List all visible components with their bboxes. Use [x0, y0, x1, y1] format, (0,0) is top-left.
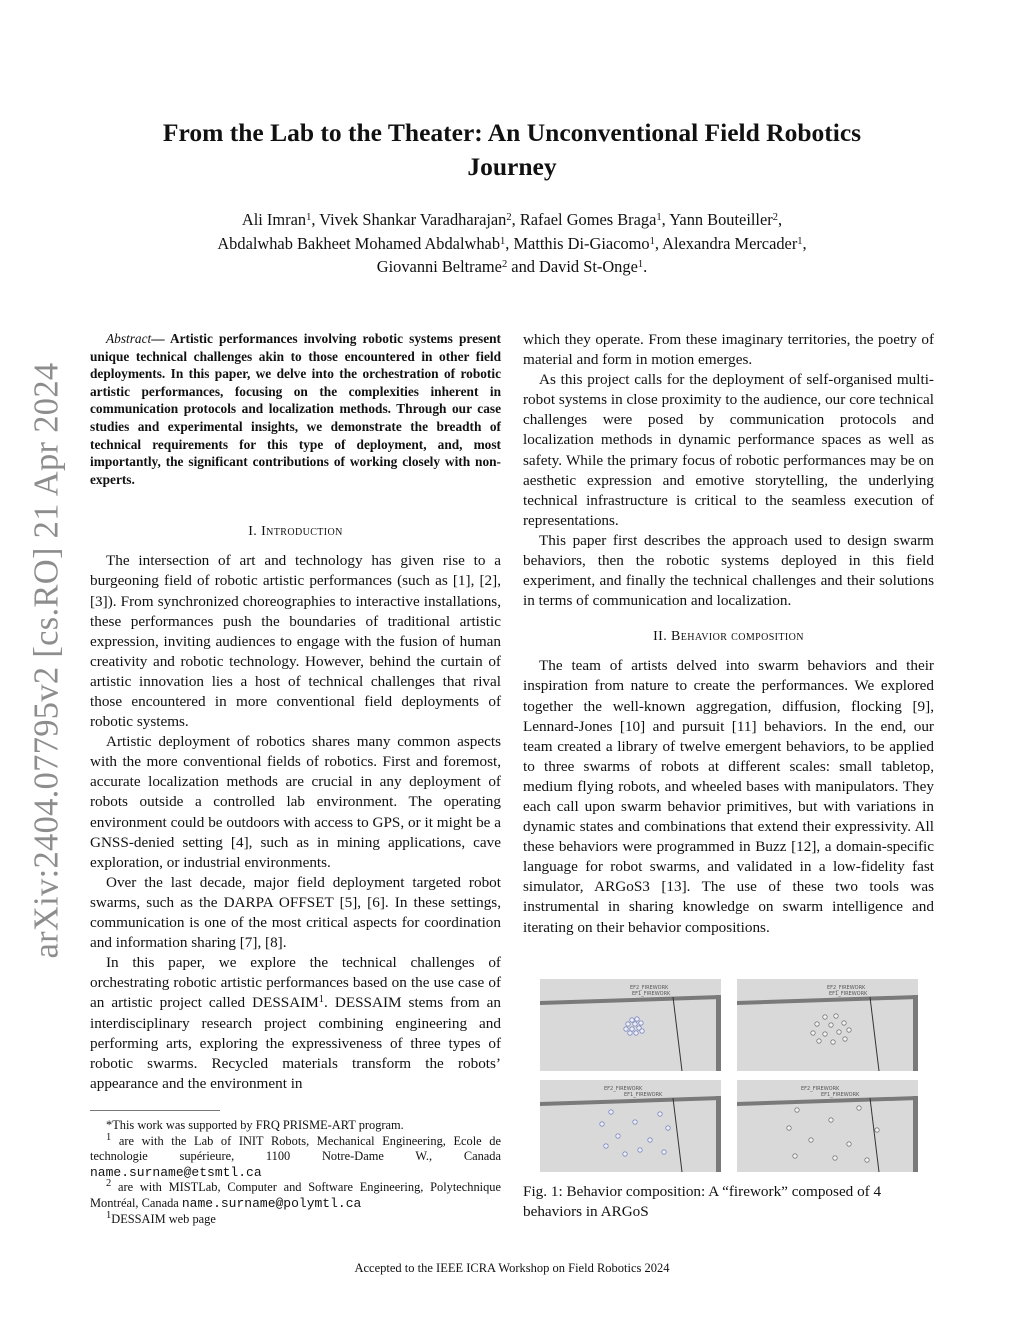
arxiv-id[interactable]: arXiv:2404.07795v2 [cs.RO] 21 Apr 2024 [27, 362, 66, 958]
intro-paragraph-6: As this project calls for the deployment of self-organised multi-robot systems in close proximity to the audience, our core technical challenges were posed by communication protocols and localization methods in dynamic performance spaces as well as safety. While the primary focus of robotic performances may be on aesthetic expression and emotive storytelling, the underlying technical infrastructure is critical to the seamless execution of representations. [523, 371, 934, 529]
author: Matthis Di-Giacomo [513, 233, 650, 253]
dessaim-web-page-link[interactable]: DESSAIM web page [111, 1211, 216, 1226]
section-heading-behavior: II. Behavior composition [653, 629, 804, 645]
footnote-ref-link[interactable]: 1 [318, 994, 325, 1006]
figure-caption: Fig. 1: Behavior composition: A “firework” composed of 4 behaviors in ARGoS [523, 1183, 882, 1221]
intro-paragraph-1: The intersection of art and technology has given rise to a burgeoning field of robotic artistic performances (such as [1], [2], [3]). From synchronized choreographies to interactive installations, these performances push the boundaries of traditional artistic expression, inviting audiences to engage with the fusion of human creativity and robotic technology. However, behind the curtain of artistic innovation lies a host of technical challenges that rival those encountered in more conventional field deployments of robotic systems. [90, 552, 501, 731]
arxiv-stamp [22, 350, 72, 970]
author-line-1: Ali Imran$^1$, Vivek Shankar Varadharajan$^2$, Rafael Gomes Braga$^1$, Yann Bouteiller$^2$, [241, 210, 783, 229]
footnote-divider [90, 1110, 220, 1111]
author-line-2: Abdalwhab Bakheet Mohamed Abdalwhab$^1$, Matthis Di-Giacomo$^1$, Alexandra Mercader$^1$, [217, 233, 807, 253]
title-line-2: Journey [467, 152, 557, 181]
figure-1 [540, 979, 920, 1174]
svg-text:EF1_FIREWORK: EF1_FIREWORK [632, 991, 671, 997]
section-heading-introduction: I. Introduction [248, 524, 343, 540]
svg-text:EF2_FIREWORK: EF2_FIREWORK [801, 1086, 840, 1092]
email-etsmtl[interactable]: name.surname@etsmtl.ca [90, 1164, 262, 1180]
author: Abdalwhab Bakheet Mohamed Abdalwhab [217, 233, 501, 253]
svg-text:EF1_FIREWORK: EF1_FIREWORK [821, 1092, 860, 1098]
author: Ali Imran [241, 210, 307, 229]
svg-text:EF1_FIREWORK: EF1_FIREWORK [624, 1092, 663, 1098]
footnote-affiliation-2: $^2$ are with MISTLab, Computer and Software Engineering, Polytechnique Montréal, Canada name.surname@polymtl.ca [90, 1178, 501, 1211]
title-line-1: From the Lab to the Theater: An Unconventional Field Robotics [162, 118, 862, 147]
author: Alexandra Mercader [662, 233, 798, 253]
footnote-funding: *This work was supported by FRQ PRISME-ART program. [106, 1118, 404, 1132]
author: Yann Bouteiller [669, 210, 773, 229]
footnote-web-page: $^1$DESSAIM web page [106, 1209, 216, 1226]
argos-panel-4 [737, 1080, 918, 1172]
abstract-label: Abstract [106, 331, 152, 346]
intro-paragraph-4: In this paper, we explore the technical challenges of orchestrating robotic artistic performances based on the use case of an artistic project called DESSAIM$^1$. DESSAIM stems from an interdisciplinary research project combining engineering and performing arts, exploring the expressiveness of three types of robotic swarms. Recycled materials transform the robots’ appearance and the environment in [90, 954, 501, 1092]
svg-text:EF2_FIREWORK: EF2_FIREWORK [630, 985, 669, 991]
page-footer: Accepted to the IEEE ICRA Workshop on Field Robotics 2024 [354, 1261, 670, 1275]
intro-paragraph-5: which they operate. From these imaginary territories, the poetry of material and form in motion emerges. [523, 331, 934, 369]
intro-paragraph-7: This paper first describes the approach used to design swarm behaviors, then the robotic systems deployed in this field experiment, and finally the technical challenges and their solutions in terms of communication and localization. [523, 531, 934, 610]
author-list [110, 208, 914, 279]
svg-text:EF2_FIREWORK: EF2_FIREWORK [827, 985, 866, 991]
svg-text:EF1_FIREWORK: EF1_FIREWORK [829, 991, 868, 997]
behavior-paragraph: The team of artists delved into swarm behaviors and their inspiration from nature to create the performances. We explored together the well-known aggregation, diffusion, flocking [9], Lennard-Jones [10] and pursuit [11] behaviors. In the end, our team created a library of twelve emergent behaviors, to be applied to three swarms of robots at different scales: small tabletop, medium flying robots, and wheeled bases with manipulators. They each call upon swarm behavior primitives, but with variations in dynamic states and combinations that extend their expressivity. All these behaviors were programmed in Buzz [12], a domain-specific language for robot swarms, and validated in a low-fidelity fast simulator, ARGoS3 [13]. The use of these two tools was instrumental in sharing knowledge on swarm intelligence and iterating on their behavior compositions. [523, 657, 934, 936]
argos-panel-2 [737, 979, 918, 1071]
footnotes [90, 1118, 501, 1227]
author: Rafael Gomes Braga [519, 210, 657, 229]
footnote-affiliation-1: $^1$ are with the Lab of INIT Robots, Mechanical Engineering, Ecole de technologie supérieure, 1100 Notre-Dame W., Canada name.surname@etsmtl.ca [90, 1131, 501, 1180]
abstract [90, 330, 501, 488]
svg-text:EF2_FIREWORK: EF2_FIREWORK [604, 1086, 643, 1092]
author-line-3: Giovanni Beltrame$^2$ and David St-Onge$^1$. [376, 257, 648, 276]
author: Giovanni Beltrame [376, 257, 502, 276]
left-column [90, 330, 501, 1094]
right-column [523, 330, 934, 938]
intro-paragraph-2: Artistic deployment of robotics shares many common aspects with the more conventional fields of robotics. First and foremost, accurate localization methods are crucial in any deployment of robots outside a controlled lab environment. The operating environment could be outdoors with access to GPS, or it might be a GNSS-denied setting [4], such as in mining applications, cave exploration, or industrial environments. [90, 733, 501, 871]
paper-title [110, 116, 914, 184]
author: Vivek Shankar Varadharajan [319, 210, 507, 229]
argos-panel-3 [540, 1080, 721, 1172]
intro-paragraph-3: Over the last decade, major field deployment targeted robot swarms, such as the DARPA OFFSET [5], [6]. In these settings, communication is one of the most critical aspects for coordination and information sharing [7], [8]. [90, 873, 501, 952]
author: and David St-Onge [511, 257, 638, 276]
argos-panel-1 [540, 979, 721, 1071]
email-polymtl[interactable]: name.surname@polymtl.ca [181, 1195, 362, 1211]
abstract-text: — Artistic performances involving robotic systems present unique technical challenges akin to those encountered in other field deployments. In this paper, we delve into the orchestration of robotic artistic performances, focusing on the complexities inherent in communication protocols and localization methods. Through our case studies and experimental insights, we demonstrate the breadth of technical requirements for this type of deployment, and, most importantly, the significant contributions of working closely with non-experts. [90, 331, 501, 487]
